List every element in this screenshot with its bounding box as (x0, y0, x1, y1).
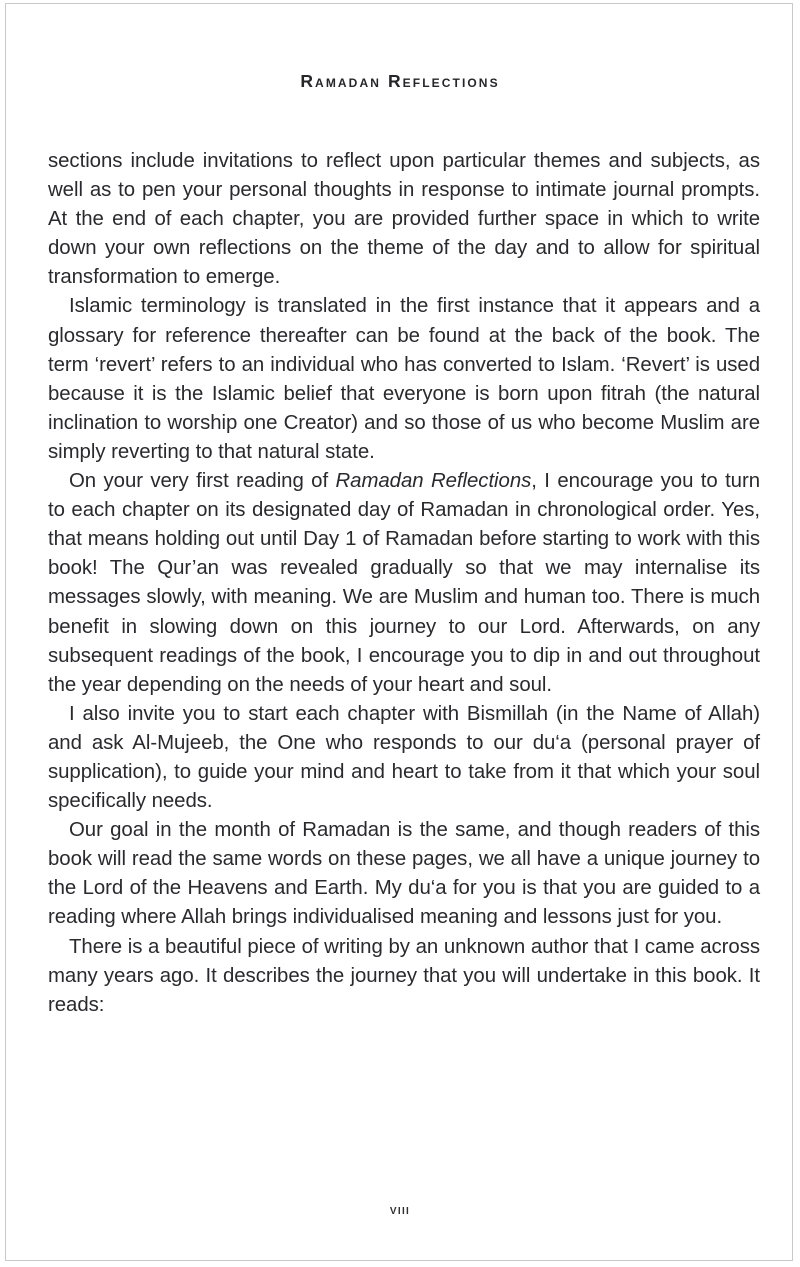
text-run: Our goal in the month of Ramadan is the same, and though readers of this book will read the same words on these pages, we all have a unique journey to the Lord of the Heavens and Earth. My du‘a for you is that you are guided to a reading where Allah brings individualised meaning and lessons just for you. (48, 819, 760, 929)
para-4 (48, 700, 760, 816)
running-head: Ramadan Reflections (300, 71, 500, 91)
text-run: Islamic terminology is translated in the first instance that it appears and a glossary for reference thereafter can be found at the back of the book. The term ‘revert’ refers to an individual who has converted to Islam. ‘Revert’ is used because it is the Islamic belief that everyone is born upon fitrah (the natural inclination to worship one Creator) and so those of us who become Muslim are simply reverting to that natural state. (48, 295, 760, 463)
body-text-block (48, 147, 760, 1020)
text-run: On your very first reading of (69, 470, 336, 493)
text-run: There is a beautiful piece of writing by an unknown author that I came across many years ago. It describes the journey that you will undertake in this book. It reads: (48, 935, 760, 1016)
para-5 (48, 816, 760, 932)
page-number: viii (389, 1202, 411, 1218)
text-run: sections include invitations to reflect upon particular themes and subjects, as well as to pen your personal thoughts in response to intimate journal prompts. At the end of each chapter, you are provided further space in which to write down your own reflections on the theme of the day and to allow for spiritual transformation to emerge. (48, 150, 760, 289)
text-run: I also invite you to start each chapter with Bismillah (in the Name of Allah) and ask Al-Mujeeb, the One who responds to our du‘a (personal prayer of supplication), to guide your mind and heart to take from it that which your soul specifically needs. (48, 702, 760, 813)
para-2 (48, 292, 760, 467)
text-run: , I encourage you to turn to each chapter on its designated day of Ramadan in chronological order. Yes, that means holding out until Day 1 of Ramadan before starting to work with this book! The Qur’an was revealed gradually so that we may internalise its messages slowly, with meaning. We are Muslim and human too. There is much benefit in slowing down on this journey to our Lord. Afterwards, on any subsequent readings of the book, I encourage you to dip in and out throughout the year depending on the needs of your heart and soul. (48, 470, 761, 696)
para-1 (48, 147, 760, 292)
para-3 (48, 467, 760, 700)
para-6 (48, 933, 760, 1020)
italic-title: Ramadan Reflections (335, 470, 532, 493)
